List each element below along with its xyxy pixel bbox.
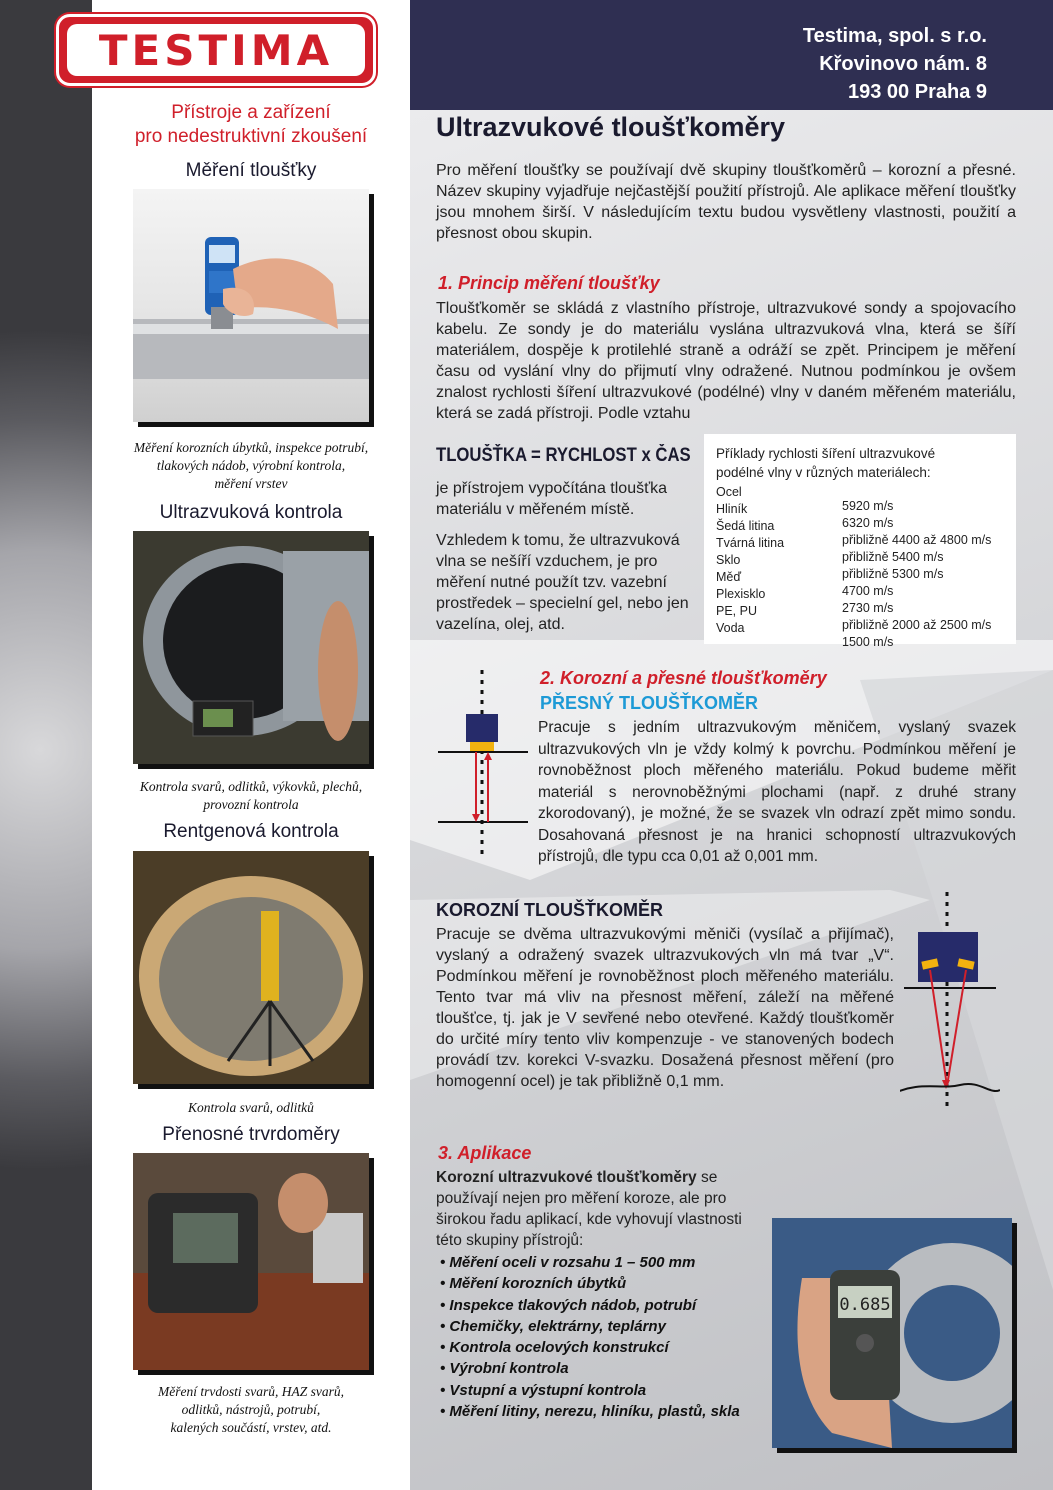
application-item: • Inspekce tlakových nádob, potrubí	[440, 1296, 697, 1314]
bullet-icon: •	[440, 1275, 450, 1293]
precise-text: Pracuje s jedním ultrazvukovým měničem, vyslaný svazek ultrazvukových vln je vždy kolmý k povrchu. Podmínkou měření je rovnoběžnost ploch měřeného materiálu. Pokud budeme měřit materiál s nerovnoběžnými plochami (např. z druhé strany zkorodovaný), je možné, že se svazek vln odrazí zpět mimo sondu. Dosahovaná přesnost je na hranici schopností ultrazvukových přístrojů, dle typu cca 0,01 až 0,001 mm.	[538, 719, 1016, 865]
corrosion-text: Pracuje se dvěma ultrazvukovými měniči (vysílač a přijímač), vyslaný a odražený svazek ultrazvukových vln má tvar „V“. Podmínkou měření je rovnoběžnost ploch měřeného materiálu. Tento tvar má vliv na přesnost měření, záleží na měřené tloušťce, tj. jak je V sevřené nebo otevřené. Každý tloušťkoměr do určité míry tento vliv kompenzuje - ve stanovených bodech provádí tzv. korekci V-svazku. Dosažená přesnost měření (pro homogenní ocel) je tak přibližně 0,1 mm.	[436, 926, 894, 1090]
caption-xray: Kontrola svarů, odlitků	[188, 1100, 314, 1115]
bullet-icon: •	[440, 1296, 450, 1314]
section-title-hardness: Přenosné trvrdoměry	[162, 1124, 340, 1145]
intro-text: Pro měření tloušťky se používají dvě skupiny tloušťkoměrů – korozní a přesné. Název skupiny vyjadřuje nejčastější použití přístrojů. Ale aplikace měření tloušťky jsou mnohem širší. V následujícím textu budou vysvětleny vlastnosti, použití a přesnost obou skupin.	[436, 162, 1016, 242]
applications-list	[440, 1252, 740, 1422]
formula-result-text: je přístrojem vypočítána tloušťka materiálu v měřeném místě.	[436, 480, 667, 518]
logo-text: TESTIMA	[98, 25, 334, 75]
application-item: • Kontrola ocelových konstrukcí	[440, 1339, 669, 1357]
application-item: • Výrobní kontrola	[440, 1360, 569, 1378]
velocity-value: přibližně 5300 m/s	[842, 567, 944, 581]
bullet-icon: •	[440, 1403, 450, 1421]
photo-ultrasonic-inspection	[133, 531, 369, 764]
velocity-value: 1500 m/s	[842, 635, 894, 649]
velocity-value: 6320 m/s	[842, 516, 894, 530]
heading-precise-gauge: PŘESNÝ TLOUŠŤKOMĚR	[540, 693, 759, 713]
application-item: • Chemičky, elektrárny, teplárny	[440, 1317, 666, 1335]
velocity-value: přibližně 5400 m/s	[842, 550, 944, 564]
velocity-value: přibližně 2000 až 2500 m/s	[842, 618, 992, 632]
material-name: Hliník	[716, 502, 748, 516]
photo-corrosion-gauge	[772, 1218, 1012, 1448]
couplant-text: Vzhledem k tomu, že ultrazvuková vlna se nešíří vzduchem, je pro měření nutné použít tzv. vazební prostředek – specielní gel, nebo jen vazelína, olej, atd.	[436, 532, 689, 633]
heading-corrosion-gauge: KOROZNÍ TLOUŠŤKOMĚR	[436, 900, 663, 920]
caption-thickness: Měření korozních úbytků, inspekce potrubí, tlakových nádob, výrobní kontrola, měření vrstev	[133, 440, 369, 491]
company-address: Testima, spol. s r.o. Křovinovo nám. 8 193 00 Praha 9	[802, 25, 987, 103]
material-name: Tvárná litina	[716, 536, 785, 550]
heading-principle: 1. Princip měření tloušťky	[438, 273, 660, 293]
tagline: Přístroje a zařízení pro nedestruktivní zkoušení	[134, 102, 368, 147]
application-item: • Měření korozních úbytků	[440, 1275, 627, 1293]
photo-hardness-testers	[133, 1153, 369, 1370]
bullet-icon: •	[440, 1381, 450, 1399]
velocity-value: 2730 m/s	[842, 601, 894, 615]
principle-text: Tloušťkoměr se skládá z vlastního přístroje, ultrazvukové sondy a spojovacího kabelu. Ze sondy je do materiálu vyslána ultrazvuková vlna, která se šíří materiálem, dospěje k protilehlé straně a odráží se zpět. Principem je měření času od vyslání vlny do přijmutí vlny odražené. Nutnou podmínkou je ovšem znalost rychlosti šíření ultrazvukové (podélné) vlny v daném měřeném materiálu, která se zadá přístroji. Podle vztahu	[436, 300, 1016, 422]
section-title-thickness: Měření tloušťky	[185, 160, 317, 181]
testima-logo	[56, 14, 376, 86]
material-name: Plexisklo	[716, 587, 766, 601]
material-name: PE, PU	[716, 604, 757, 618]
velocity-value: 4700 m/s	[842, 584, 894, 598]
registered-mark: ®	[350, 25, 359, 37]
caption-ultrasonic: Kontrola svarů, odlitků, výkovků, plechů, provozní kontrola	[139, 779, 363, 812]
material-name: Voda	[716, 621, 745, 635]
section-title-ultrasonic: Ultrazvuková kontrola	[159, 502, 343, 523]
bullet-icon: •	[440, 1339, 450, 1357]
thickness-formula: TLOUŠŤKA = RYCHLOST x ČAS	[436, 445, 691, 466]
material-name: Šedá litina	[716, 519, 775, 533]
material-name: Sklo	[716, 553, 741, 567]
application-item: • Měření oceli v rozsahu 1 – 500 mm	[440, 1254, 696, 1271]
applications-lead: Korozní ultrazvukové tloušťkoměry se používají nejen pro měření koroze, ale pro širokou řadu aplikací, kde vyhovují vlastnosti této skupiny přístrojů:	[436, 1169, 742, 1249]
section-title-xray: Rentgenová kontrola	[163, 821, 339, 842]
single-probe-diagram	[432, 668, 532, 858]
photo-thickness-gauge	[133, 189, 369, 422]
photo-xray-inspection	[133, 851, 369, 1084]
caption-hardness: Měření trvdosti svarů, HAZ svarů, odlitků, nástrojů, potrubí, kalených součástí, vrstev, atd.	[158, 1384, 344, 1435]
velocity-table-heading: Příklady rychlosti šíření ultrazvukové podélné vlny v různých materiálech:	[716, 446, 936, 480]
bullet-icon: •	[440, 1317, 450, 1335]
material-name: Ocel	[716, 485, 742, 499]
bullet-icon: •	[440, 1360, 450, 1378]
material-name: Měď	[716, 570, 742, 584]
velocity-table	[704, 434, 1016, 649]
application-item: • Vstupní a výstupní kontrola	[440, 1381, 647, 1399]
bullet-icon: •	[440, 1254, 450, 1271]
gauge-display-value: 0.685	[839, 1295, 891, 1315]
velocity-row	[716, 621, 894, 649]
page-title: Ultrazvukové tloušťkoměry	[436, 112, 786, 142]
heading-corrosion-precise: 2. Korozní a přesné tloušťkoměry	[540, 668, 827, 688]
heading-applications: 3. Aplikace	[438, 1143, 532, 1163]
velocity-value: 5920 m/s	[842, 499, 894, 513]
application-item: • Měření litiny, nerezu, hliníku, plastů, skla	[440, 1403, 740, 1421]
dual-probe-diagram	[900, 890, 1000, 1110]
velocity-value: přibližně 4400 až 4800 m/s	[842, 533, 992, 547]
